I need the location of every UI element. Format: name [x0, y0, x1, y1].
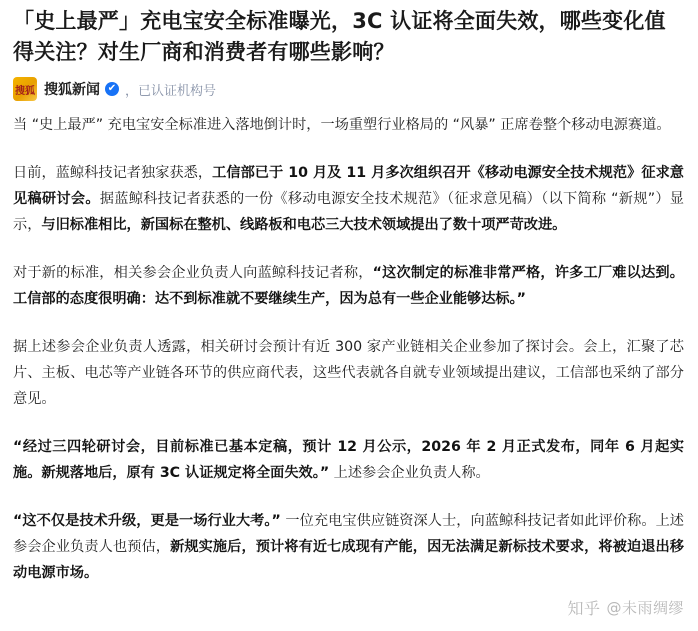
- body-text: 一位充电宝供应链资深人士，向蓝鲸科技记者如此评价称。上述参会企业负责人也预估，: [13, 513, 684, 555]
- article-body: [13, 112, 684, 586]
- emphasis-text: “这不仅是技术升级，更是一场行业大考。”: [13, 513, 281, 529]
- author-avatar[interactable]: 搜狐: [13, 77, 37, 101]
- watermark-handle: @未雨绸缪: [606, 599, 684, 617]
- article-paragraph: [13, 334, 684, 412]
- emphasis-text: “经过三四轮研讨会，目前标准已基本定稿，预计 12 月公示，2026 年 2 月正式发布，同年 6 月起实施。新规落地后，原有 3C 认证规定将全面失效。”: [13, 439, 684, 481]
- emphasis-text: 与旧标准相比，新国标在整机、线路板和电芯三大技术领域提出了数十项严苛改进。: [41, 217, 567, 233]
- article-paragraph: [13, 508, 684, 586]
- emphasis-text: “这次制定的标准非常严格，许多工厂难以达到。工信部的态度很明确：达不到标准就不要继续生产，因为总有一些企业能够达标。”: [13, 265, 684, 307]
- article-title: 「史上最严」充电宝安全标准曝光，3C 认证将全面失效，哪些变化值得关注？对生厂商和消费者有哪些影响？: [13, 9, 666, 64]
- body-text: 对于新的标准，相关参会企业负责人向蓝鲸科技记者称，: [13, 265, 373, 281]
- zhihu-logo: 知乎: [567, 599, 601, 618]
- author-name[interactable]: 搜狐新闻: [44, 82, 100, 98]
- author-row: [13, 74, 684, 104]
- body-text: 当 “史上最严” 充电宝安全标准进入落地倒计时，一场重塑行业格局的 “风暴” 正席卷整个移动电源赛道。: [13, 117, 671, 133]
- body-text: 据上述参会企业负责人透露，相关研讨会预计有近 300 家产业链相关企业参加了探讨会。会上，汇聚了芯片、主板、电芯等产业链各环节的供应商代表，这些代表就各自就专业领域提出建议，工信部也采纳了部分意见。: [13, 339, 684, 407]
- article-paragraph: [13, 260, 684, 312]
- body-text: 据蓝鲸科技记者获悉的一份《移动电源安全技术规范》（征求意见稿）（以下简称 “新规”）显示，: [13, 191, 684, 233]
- zhihu-watermark: [567, 596, 684, 619]
- article-paragraph: [13, 160, 684, 238]
- author-verified-label: ，已认证机构号: [125, 83, 217, 99]
- article-paragraph: [13, 112, 684, 138]
- emphasis-text: 新规实施后，预计将有近七成现有产能，因无法满足新标技术要求，将被迫退出移动电源市场。: [13, 539, 684, 581]
- body-text: 上述参会企业负责人称。: [329, 465, 490, 481]
- article-paragraph: [13, 434, 684, 486]
- body-text: 日前，蓝鲸科技记者独家获悉，: [13, 165, 213, 181]
- verified-check-icon: ✔: [105, 82, 119, 96]
- emphasis-text: 工信部已于 10 月及 11 月多次组织召开《移动电源安全技术规范》征求意见稿研讨会。: [13, 165, 684, 207]
